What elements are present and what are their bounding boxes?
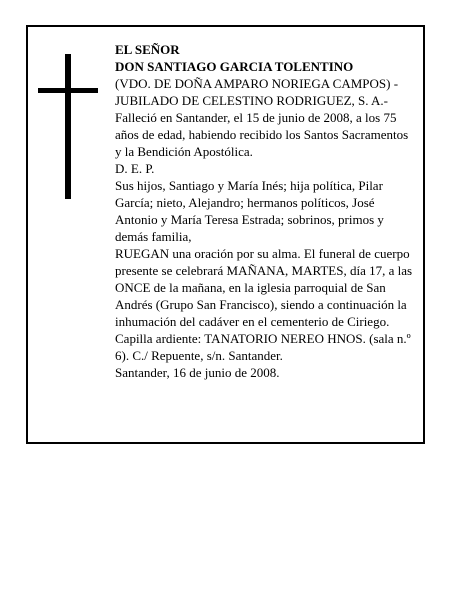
retired-line: JUBILADO DE CELESTINO RODRIGUEZ, S. A.-: [115, 93, 388, 108]
obituary-notice: [26, 25, 425, 444]
dep-line: D. E. P.: [115, 161, 155, 176]
notice-title: EL SEÑOR: [115, 42, 180, 57]
death-paragraph: Falleció en Santander, el 15 de junio de 2008, a los 75 años de edad, habiendo recibido los Santos Sacramentos y la Bendición Apostólica.: [115, 110, 409, 159]
deceased-name: DON SANTIAGO GARCIA TOLENTINO: [115, 59, 354, 74]
date-line: Santander, 16 de junio de 2008.: [115, 365, 280, 380]
funeral-paragraph: RUEGAN una oración por su alma. El funeral de cuerpo presente se celebrará MAÑANA, MARTES, día 17, a las ONCE de la mañana, en la iglesia parroquial de San Andrés (Grupo San Francisco), siendo a continuación la inhumación del cadáver en el cementerio de Ciriego. Capilla ardiente: TANATORIO NEREO HNOS. (sala n.º 6). C./ Repuente, s/n. Santander.: [115, 246, 413, 363]
widow-line: (VDO. DE DOÑA AMPARO NORIEGA CAMPOS) -: [115, 76, 399, 91]
cross-horizontal-bar: [38, 88, 98, 93]
cross-vertical-bar: [65, 54, 71, 199]
family-paragraph: Sus hijos, Santiago y María Inés; hija política, Pilar García; nieto, Alejandro; hermanos políticos, José Antonio y María Teresa Estrada; sobrinos, primos y demás familia,: [115, 178, 384, 244]
notice-text: [115, 41, 415, 381]
cross-icon: [38, 54, 98, 199]
